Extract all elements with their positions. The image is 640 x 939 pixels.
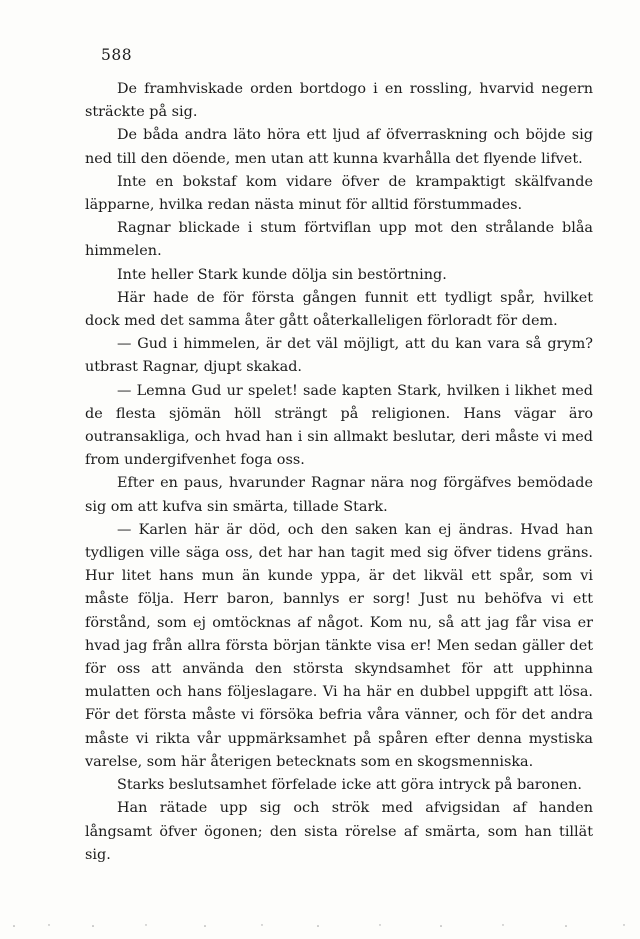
paragraph-10: — Karlen här är död, och den saken kan ej ändras. Hvad han tydligen ville säga oss, det har han tagit med sig öfver tidens gräns. Hur litet hans mun än kunde yppa, är det likväl ett spår, som vi måste följa. Herr baron, bannlys er sorg! Just nu behöfva vi ett förstånd, som ej omtöcknas af något. Kom nu, så att jag får visa er hvad jag från allra första början tänkte visa er! Men sedan gäller det för oss att använda den största skyndsamhet för att upphinna mulatten och hans följeslagare. Vi ha här en dubbel uppgift att lösa. För det första måste vi försöka befria våra vänner, och för det andra måste vi rikta vår uppmärksamhet på spåren efter denna mystiska varelse, som här återigen betecknats som en skogsmenniska.: [85, 521, 593, 770]
paragraph-6: Här hade de för första gången funnit ett tydligt spår, hvilket dock med det samma åter gått oåterkalleligen förloradt för dem.: [85, 289, 593, 330]
body-text: [85, 78, 593, 867]
paragraph-2: De båda andra läto höra ett ljud af öfverraskning och böjde sig ned till den döende, men utan att kunna kvarhålla det flyende lifvet.: [85, 127, 593, 167]
page-number: 588: [101, 46, 133, 64]
paragraph-7: — Gud i himmelen, är det väl möjligt, att du kan vara så grym? utbrast Ragnar, djupt skakad.: [85, 336, 593, 376]
paragraph-9: Efter en paus, hvarunder Ragnar nära nog förgäfves bemödade sig om att kufva sin smärta, tillade Stark.: [85, 475, 593, 515]
paragraph-1: De framhviskade orden bortdogo i en rossling, hvarvid negern sträckte på sig.: [85, 81, 593, 121]
paragraph-3: Inte en bokstaf kom vidare öfver de krampaktigt skälfvande läpparne, hvilka redan nästa minut för alltid förstummades.: [85, 173, 593, 214]
paragraph-4: Ragnar blickade i stum förtviflan upp mot den strålande blåa himmelen.: [85, 220, 593, 260]
paragraph-5: Inte heller Stark kunde dölja sin bestörtning.: [117, 266, 447, 283]
scan-edge-dots: [0, 921, 640, 931]
paragraph-12: Han rätade upp sig och strök med afvigsidan af handen långsamt öfver ögonen; den sista rörelse af smärta, som han tillät sig.: [85, 800, 593, 863]
paragraph-11: Starks beslutsamhet förfelade icke att göra intryck på baronen.: [117, 777, 582, 794]
paragraph-8: — Lemna Gud ur spelet! sade kapten Stark, hvilken i likhet med de flesta sjömän höll strängt på religionen. Hans vägar äro outransakliga, och hvad han i sin allmakt beslutar, deri måste vi med from undergifvenhet foga oss.: [85, 382, 593, 469]
